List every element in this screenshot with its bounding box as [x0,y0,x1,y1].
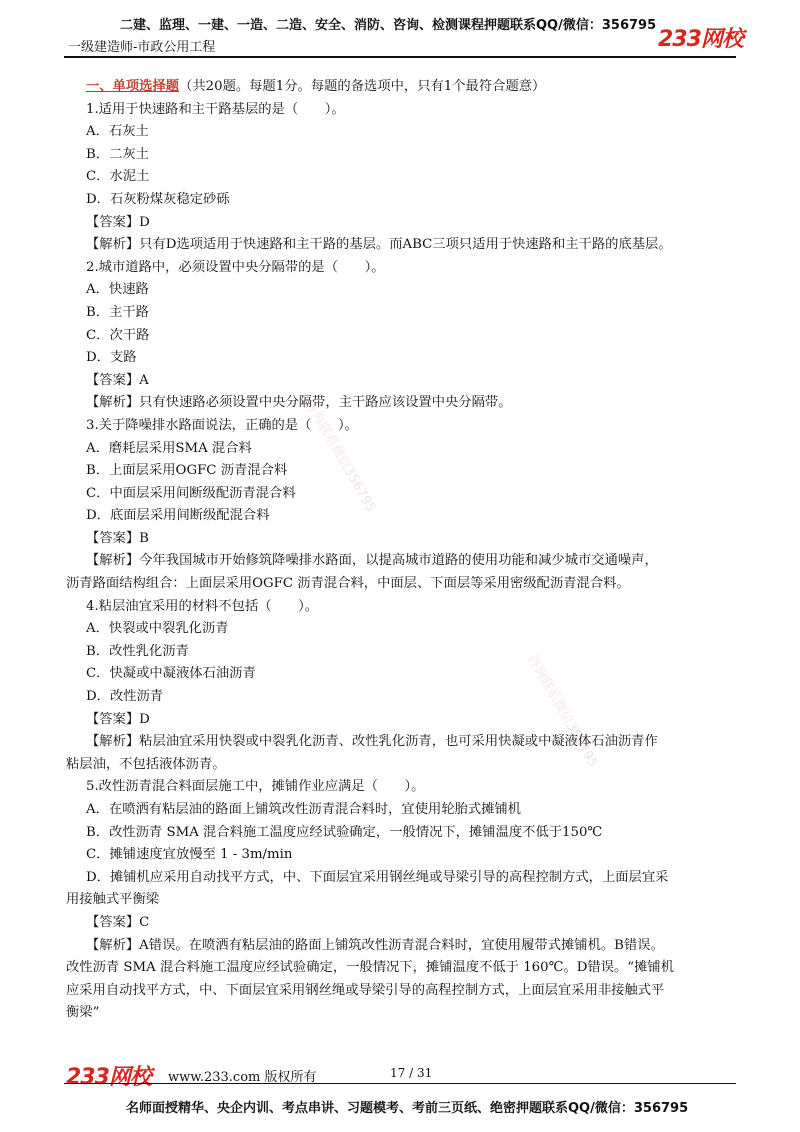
question-5-option-c: C．摊铺速度宜放慢至 1 - 3m/min [86,847,293,863]
question-1-option-a: A．石灰土 [86,124,149,140]
question-4-answer: 【答案】D [86,711,150,727]
question-1-option-c: C．水泥土 [86,169,150,185]
question-5-analysis-line-4: 衡梁” [66,1005,100,1021]
section-title: 一、单项选择题 [86,79,180,94]
question-3-option-d: D．底面层采用间断级配混合料 [86,508,270,524]
watermark-2: 咨询联系微信356795 [523,652,601,771]
question-stem-2: 2.城市道路中，必须设置中央分隔带的是（ ）。 [86,259,385,275]
logo-233-top: 233网校 [658,27,743,52]
question-4-option-d: D．改性沥青 [86,689,164,705]
footer-site: www.233.com 版权所有 [168,1070,317,1085]
question-2-option-d: D．支路 [86,350,137,366]
question-stem-5: 5.改性沥青混合料面层施工中，摊铺作业应满足（ ）。 [86,779,425,795]
question-2-option-b: B．主干路 [86,304,149,320]
question-2-option-a: A．快速路 [86,282,149,298]
question-3-analysis-line-1: 【解析】今年我国城市开始修筑降噪排水路面，以提高城市道路的使用功能和减少城市交通噪声， [86,553,658,569]
document-body [66,76,746,1025]
question-5-analysis-line-1: 【解析】A错误。在喷洒有粘层油的路面上铺筑改性沥青混合料时，宜使用履带式摊铺机。B错误。 [86,937,664,953]
question-5-option-b: B．改性沥青 SMA 混合料施工温度应经试验确定，一般情况下，摊铺温度不低于150℃ [86,824,603,840]
question-3-option-b: B．上面层采用OGFC 沥青混合料 [86,463,288,479]
question-stem-3: 3.关于降噪排水路面说法，正确的是（ ）。 [86,417,358,433]
question-5-analysis-line-3: 应采用自动找平方式，中、下面层宜采用钢丝绳或导梁引导的高程控制方式，上面层宜采用非接触式平 [66,982,665,998]
question-stem-4: 4.粘层油宜采用的材料不包括（ ）。 [86,598,319,614]
question-stem-1: 1.适用于快速路和主干路基层的是（ ）。 [86,101,345,117]
header-divider [64,56,736,58]
header-contact: 二建、监理、一建、一造、二造、安全、消防、咨询、检测课程押题联系QQ/微信：356795 [120,18,657,33]
section-heading [86,76,746,99]
question-4-option-c: C．快凝或中凝液体石油沥青 [86,666,256,682]
question-1-analysis: 【解析】只有D选项适用于快速路和主干路的基层。而ABC三项只适用于快速路和主干路的底基层。 [86,237,672,253]
question-1-option-d: D．石灰粉煤灰稳定砂砾 [86,191,230,207]
question-4-option-b: B．改性乳化沥青 [86,643,189,659]
question-3-option-c: C．中面层采用间断级配沥青混合料 [86,485,296,501]
page-number: 17 / 31 [390,1066,433,1080]
question-5-option-a: A．在喷洒有粘层油的路面上铺筑改性沥青混合料时，宜使用轮胎式摊铺机 [86,802,522,817]
footer-slogan: 名师面授精华、央企内训、考点串讲、习题模考、考前三页纸、绝密押题联系QQ/微信：356795 [126,1101,689,1116]
question-4-analysis-line-1: 【解析】粘层油宜采用快裂或中裂乳化沥青、改性乳化沥青，也可采用快凝或中凝液体石油沥青作 [86,734,658,750]
question-2-option-c: C．次干路 [86,327,150,343]
question-3-option-a: A．磨耗层采用SMA 混合料 [86,440,252,456]
question-1-answer: 【答案】D [86,214,150,230]
footer-divider [64,1083,736,1084]
logo-233-bottom: 233网校 [66,1065,151,1090]
question-5-analysis-line-2: 改性沥青 SMA 混合料施工温度应经试验确定，一般情况下，摊铺温度不低于 160℃。D错误。“摊铺机 [66,960,674,976]
section-note: （共20题。每题1分。每题的备选项中，只有1个最符合题意） [179,79,546,94]
question-2-analysis: 【解析】只有快速路必须设置中央分隔带，主干路应该设置中央分隔带。 [86,395,512,411]
question-3-answer: 【答案】B [86,530,149,546]
question-5-option-d-line-1: D．摊铺机应采用自动找平方式，中、下面层宜采用钢丝绳或导梁引导的高程控制方式，上面层宜采 [86,869,669,885]
question-5-option-d-line-2: 用接触式平衡梁 [66,892,160,908]
question-1-option-b: B．二灰土 [86,146,149,162]
question-4-option-a: A．快裂或中裂乳化沥青 [86,621,229,637]
watermark-1: 咨询联系微信356795 [301,397,379,516]
question-5-answer: 【答案】C [86,914,150,930]
header-subject: 一级建造师-市政公用工程 [68,40,216,55]
question-3-analysis-line-2: 沥青路面结构组合：上面层采用OGFC 沥青混合料，中面层、下面层等采用密级配沥青混合料。 [66,576,630,592]
question-2-answer: 【答案】A [86,372,149,388]
question-4-analysis-line-2: 粘层油，不包括液体沥青。 [66,756,226,772]
